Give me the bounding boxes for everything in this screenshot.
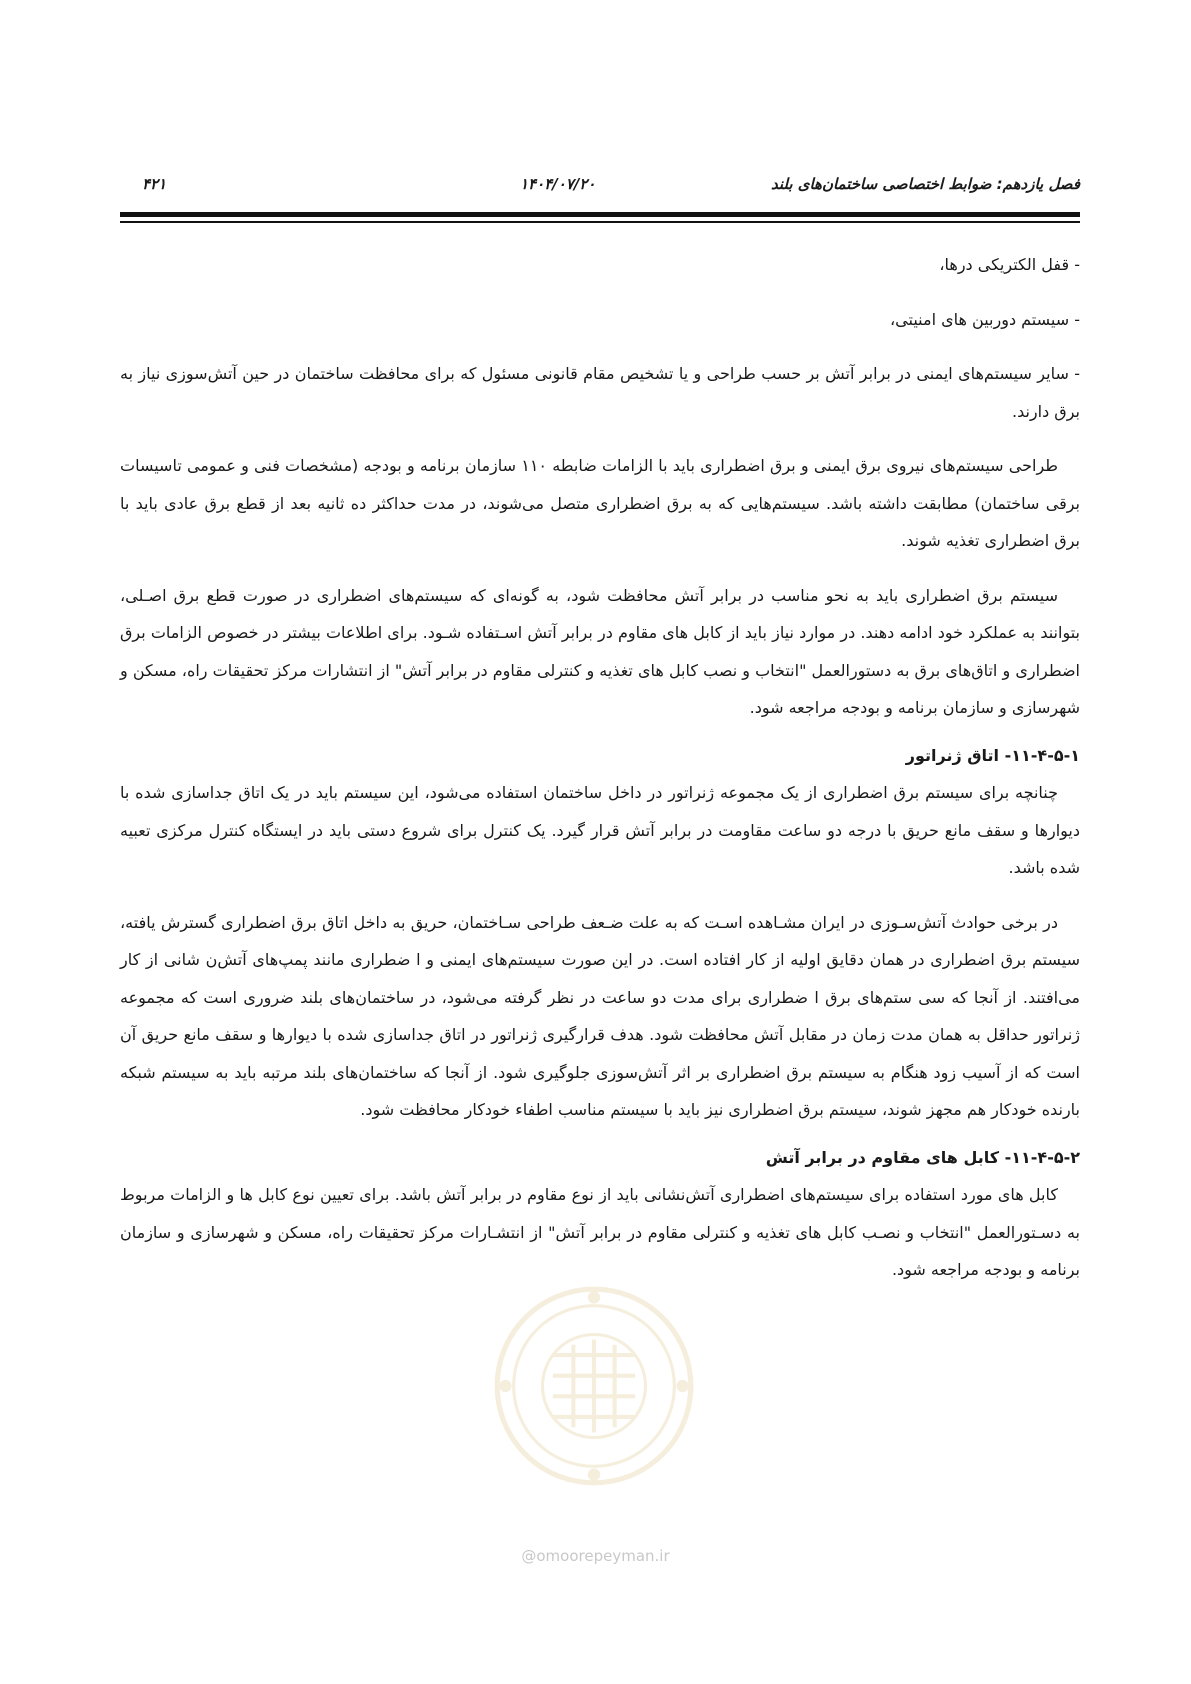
- paragraph-power-design: طراحی سیستم‌های نیروی برق ایمنی و برق اضطراری باید با الزامات ضابطه ۱۱۰ سازمان برنامه و بودجه (مشخصات فنی و عمومی تاسیسات برقی ساختمان) مطابقت داشته باشد. سیستم‌هایی که به برق اضطراری متصل می‌شوند، در مدت حداکثر ده ثانیه بعد از قطع برق عادی باید با برق اضطراری تغذیه شوند.: [120, 456, 1080, 550]
- document-body: [120, 246, 1080, 1289]
- paragraph-fire-incidents: در برخی حوادث آتش‌سـوزی در ایران مشـاهده اسـت که به علت ضـعف طراحی سـاختمان، حریق به داخل اتاق برق اضطراری گسترش یافته، سیستم برق اضطراری در همان دقایق اولیه از کار افتاده است. در این صورت سیستم‌های ایمنی و ا ضطراری مانند پمپ‌های آتش‌ن شانی از کار می‌افتند. از آنجا که سی ستم‌های برق ا ضطراری برای مدت دو ساعت در نظر گرفته می‌شود، در ساختمان‌های بلند ضروری است که مجموعه ژنراتور حداقل به همان مدت زمان در مقابل آتش محافظت شود. هدف قرارگیری ژنراتور در اتاق جداسازی شده با دیوارها و سقف مانع حریق آن است که از آسیب زود هنگام به سیستم برق اضطراری بر اثر آتش‌سوزی جلوگیری شود. از آنجا که ساختمان‌های بلند مرتبه باید به سیستم شبکه بارنده خودکار هم مجهز شوند، سیستم برق اضطراری نیز باید با سیستم مناسب اطفاء خودکار محافظت شود.: [120, 912, 1080, 1119]
- paragraph-generator-room: چنانچه برای سیستم برق اضطراری از یک مجموعه ژنراتور در داخل ساختمان استفاده می‌شود، این سیستم باید در یک اتاق جداسازی شده با دیوارها و سقف مانع حریق با درجه دو ساعت مقاومت در برابر آتش قرار گیرد. یک کنترل برای شروع دستی باید در ایستگاه کنترل مرکزی تعبیه شده باشد.: [120, 783, 1080, 877]
- bullet-security-cameras: - سیستم دوربین های امنیتی،: [890, 309, 1080, 329]
- watermark-logo-icon: [491, 1283, 697, 1489]
- header-date: ۱۴۰۴/۰۷/۲۰: [520, 175, 596, 193]
- paragraph-fire-protection: سیستم برق اضطراری باید به نحو مناسب در برابر آتش محافظت شود، به گونه‌ای که سیستم‌های اضطراری در صورت قطع برق اصـلی، بتوانند به عملکرد خود ادامه دهند. در موارد نیاز باید از کابل های مقاوم در برابر آتش اسـتفاده شـود. برای اطلاعات بیشتر در خصوص الزامات برق اضطراری و اتاق‌های برق به دستورالعمل "انتخاب و نصب کابل های تغذیه و کنترلی مقاوم در برابر آتش" از انتشارات مرکز تحقیقات راه، مسکن و شهرسازی و سازمان برنامه و بودجه مراجعه شود.: [120, 585, 1080, 717]
- bullet-other-systems: - سایر سیستم‌های ایمنی در برابر آتش بر حسب طراحی و یا تشخیص مقام قانونی مسئول که برای محافظت ساختمان در حین آتش‌سوزی نیاز به برق دارند.: [120, 364, 1080, 421]
- paragraph-fire-resistant-cables: کابل های مورد استفاده برای سیستم‌های اضطراری آتش‌نشانی باید از نوع مقاوم در برابر آتش باشد. برای تعیین نوع کابل ها و الزامات مربوط به دسـتورالعمل "انتخاب و نصـب کابل های تغذیه و کنترلی مقاوم در برابر آتش" از انتشـارات مرکز تحقیقات راه، مسکن و شهرسازی و سازمان برنامه و بودجه مراجعه شود.: [120, 1185, 1080, 1279]
- header-rule-thin: [120, 221, 1080, 223]
- bullet-door-locks: - قفل الکتریکی درها،: [939, 255, 1080, 274]
- watermark-text: @omoorepeyman.ir: [521, 1547, 670, 1565]
- page-number: ۴۲۱: [142, 175, 167, 193]
- page-header: [120, 175, 1080, 201]
- chapter-title: فصل یازدهم: ضوابط اختصاصی ساختمان‌های بلند: [770, 175, 1080, 193]
- header-rule-thick: [120, 212, 1080, 217]
- section-heading-generator-room: ۱۱-۴-۵-۱- اتاق ژنراتور: [905, 745, 1080, 765]
- section-heading-fire-resistant-cables: ۱۱-۴-۵-۲- کابل های مقاوم در برابر آتش: [765, 1147, 1080, 1167]
